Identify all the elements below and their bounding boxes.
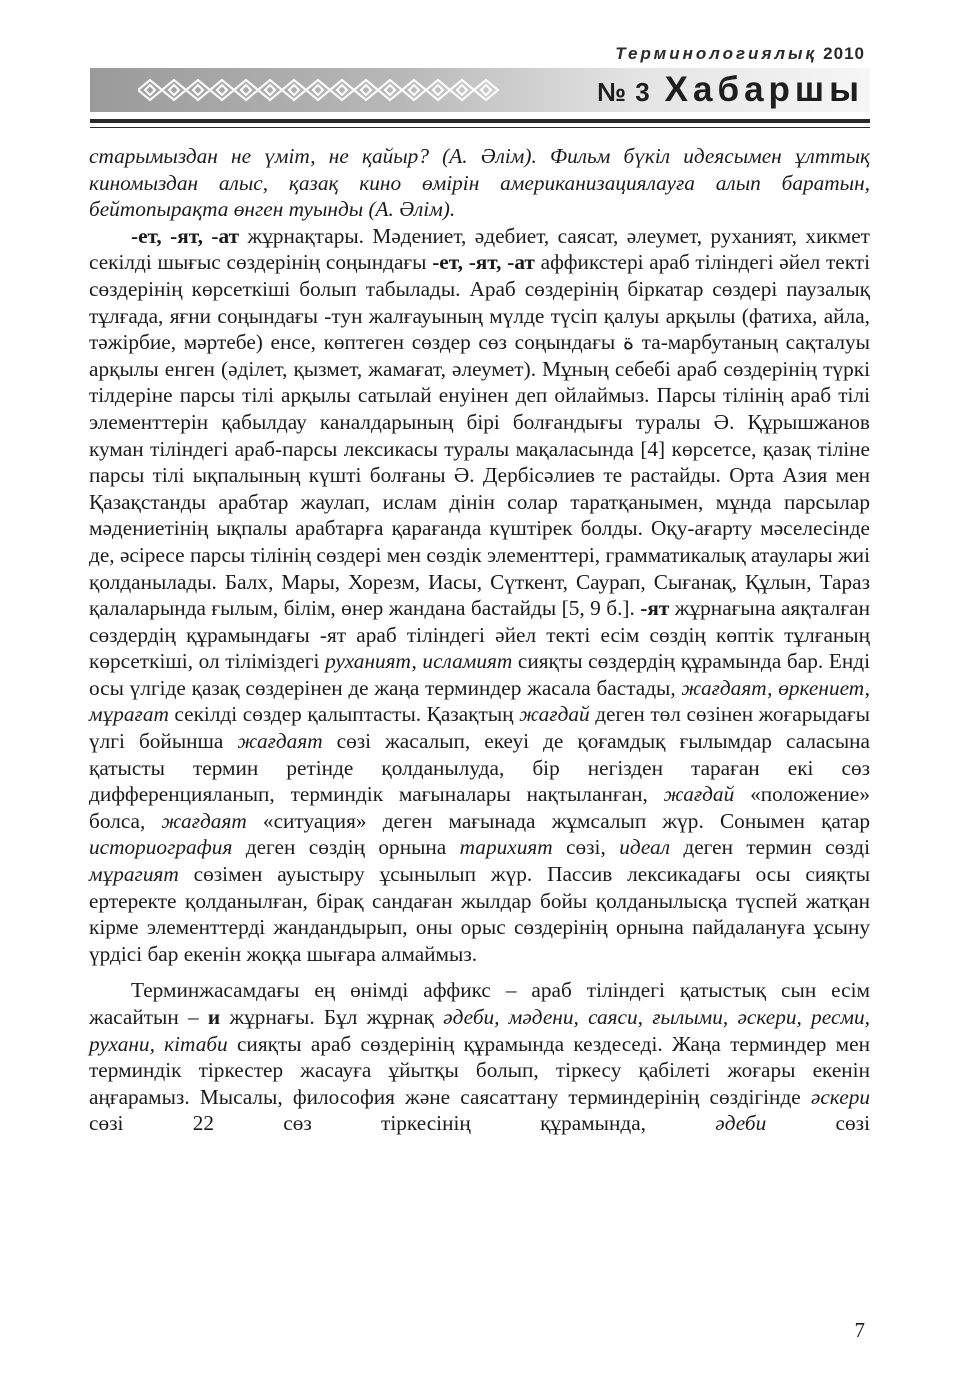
journal-name <box>615 44 865 64</box>
ornament-pattern-icon <box>138 74 518 106</box>
article-body <box>89 143 870 1137</box>
text-run: тарихият <box>459 835 553 860</box>
text-run: сөзі 22 сөз тіркесінің құрамында, <box>89 1111 716 1136</box>
text-run: жағдаят <box>161 808 247 833</box>
text-run: сияқты араб сөздерінің құрамында кездеседі. Жаңа терминдер мен терминдік тіркестер жасауға ұйытқы болып, тіркесу қабілеті жоғары екенін аңғарамыз. Мысалы, философия және саясаттану терминдерінің сөздігінде <box>89 1031 870 1109</box>
text-run: мұрагият <box>89 862 179 887</box>
text-run: -ят <box>640 596 670 621</box>
text-run: жұрнақтары. Мәдениет, әдебиет, саясат, әлеумет, руханият, хикмет секілді шығыс сөздерінің соңындағы <box>89 223 870 275</box>
text-run: деген сөздің орнына <box>232 835 460 860</box>
text-run: жағдай <box>663 782 735 807</box>
paragraph-continued <box>89 143 870 223</box>
text-run: аффикстері араб тіліндегі әйел текті сөздерінің көрсеткіші болып табылады. Араб сөздерінің біркатар сөздері паузалық тұлғада, яғни соңындағы -тун жалғауының мүлде түсіп қалуы арқылы (фатиха, айла, тәжірбие, мәртебе) енсе, көптеген сөздер сөз соңындағы ة та-марбутаның сақталуы арқылы енген (әділет, қызмет, жамағат, әлеумет). Мұның себебі араб сөздерінің түркі тілдеріне парсы тілі арқылы сатылай енуінен деп ойлаймыз. Парсы тілінің араб тілі элементтерін қабылдау каналдарының бірі болғандығы туралы Ә. Құрышжанов куман тіліндегі араб-парсы лексикасы туралы мақаласында [4] көрсетсе, қазақ тіліне парсы тілі ықпалының күшті болғаны Ә. Дербісәлиев те растайды. Орта Азия мен Қазақстанды арабтар жаулап, ислам дінін солар таратқанымен, мұнда парсылар мәдениетінің ықпалы арабтарға қарағанда күштірек болды. Оқу-ағарту мәселесінде де, әсіресе парсы тілінің сөздері мен сөздік элементтері, грамматикалық атаулары жиі қолданылады. Балх, Мары, Хорезм, Иасы, Сүткент, Саурап, Сығанақ, Құлын, Тараз қалаларында ғылым, білім, өнер жандана бастайды [5, 9 б.]. <box>89 250 870 621</box>
paragraph-i-suffix <box>89 977 870 1137</box>
journal-year: 2010 <box>823 44 865 63</box>
issue-title <box>597 70 864 110</box>
journal-title: Терминологиялық <box>615 44 818 63</box>
text-run: руханият, исламият <box>325 649 513 674</box>
issue-number: № 3 <box>596 77 651 107</box>
text-run: -ет, -ят, -ат <box>131 223 240 248</box>
text-run: жұрнағына аяқталған сөздердің құрамындағы -ят араб тіліндегі әйел текті есім сөздің көптік тұлғаның көрсеткіші, ол тіліміздегі <box>89 596 870 674</box>
text-run: сөзі, <box>552 835 620 860</box>
text-run: жағдаят <box>237 729 323 754</box>
text-run: историография <box>89 835 233 860</box>
page-number: 7 <box>854 1318 865 1342</box>
text-run: старымыздан не үміт, не қайыр? (А. Әлім). Фильм бүкіл идеясымен ұлттық киномыздан алыс, қазақ кино өмірін американизациялауға алып баратын, бейтопырақта өнген туынды (А. Әлім). <box>89 144 870 222</box>
header-banner <box>90 68 870 112</box>
text-run: сөзі жасалып, екеуі де қоғамдық ғылымдар саласына қатысты термин ретінде қолданылуда, бір негізден тараған екі сөз дифференцияланып, терминдік мағыналары нақтыланған, <box>89 729 871 807</box>
paragraph-et-yat-at-suffixes <box>89 223 870 968</box>
text-run: әдеби, мәдени, саяси, ғылыми, әскери, ресми, рухани, кітаби <box>89 1005 870 1056</box>
issue-name: Хабаршы <box>664 70 864 109</box>
text-run: и <box>207 1005 221 1029</box>
text-run: деген термин сөзді <box>669 835 870 860</box>
header-rule-thin <box>90 127 870 128</box>
text-run: жағдай <box>519 702 590 727</box>
text-run: сөзімен ауыстыру ұсынылып жүр. Пассив лексикадағы осы сияқты ертеректе қолданылған, бірақ сандаған жылдар бойы қолданылысқа түспей жатқан кірме элементтерді жандандырып, оны орыс сөздерінің орнына пайдалануға ұсыну үрдісі бар екенін жоққа шығара алмаймыз. <box>89 862 870 966</box>
text-run: әдеби <box>715 1111 767 1136</box>
text-run: секілді сөздер қалыптасты. Қазақтың <box>168 702 520 727</box>
header-rule-thick <box>90 119 870 123</box>
text-run: әскери <box>810 1084 870 1109</box>
text-run: -ет, -ят, -ат <box>432 250 535 275</box>
text-run: сияқты сөздердің құрамында бар. Енді осы үлгіде қазақ сөздерінен де жаңа терминдер жасала бастады, <box>89 649 870 700</box>
text-run: «ситуация» деген мағынада жұмсалып жүр. Сонымен қатар <box>246 808 870 833</box>
text-run: жағдаят, өркениет, мұрағат <box>89 675 870 727</box>
text-run: «положение» болса, <box>89 782 871 833</box>
text-run: Терминжасамдағы ең өнімді аффикс – араб тіліндегі қатыстық сын есім жасайтын – <box>89 978 870 1029</box>
text-run: жұрнағы. Бұл жұрнақ <box>220 1005 444 1029</box>
text-run: сөзі <box>766 1111 870 1136</box>
text-run: деген төл сөзінен жоғарыдағы үлгі бойынша <box>89 702 870 754</box>
text-run: идеал <box>619 835 670 860</box>
